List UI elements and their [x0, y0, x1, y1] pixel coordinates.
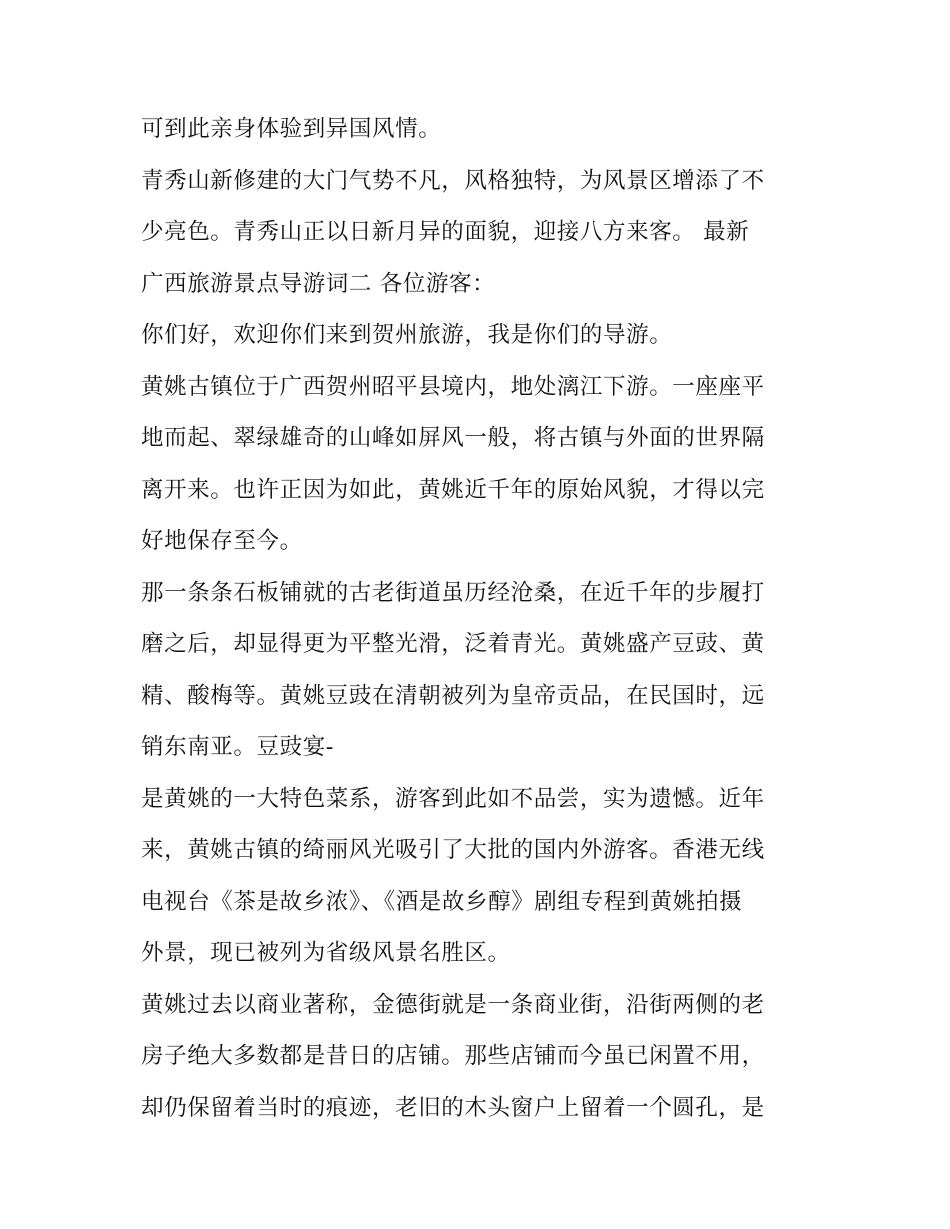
text-line: 却仍保留着当时的痕迹，老旧的木头窗户上留着一个圆孔，是 — [141, 1094, 765, 1121]
text-line: 离开来。也许正因为如此，黄姚近千年的原始风貌，才得以完 — [141, 476, 765, 503]
text-line: 可到此亲身体验到异国风情。 — [141, 116, 442, 142]
text-line: 广西旅游景点导游词二 各位游客： — [141, 270, 496, 297]
text-line: 来，黄姚古镇的绮丽风光吸引了大批的国内外游客。香港无线 — [141, 837, 765, 863]
body-text — [141, 104, 816, 1134]
text-line: 那一条条石板铺就的古老街道虽历经沧桑，在近千年的步履打 — [141, 579, 765, 606]
text-line: 销东南亚。豆豉宴- — [141, 734, 335, 760]
text-line: 好地保存至今。 — [141, 528, 303, 554]
text-line: 青秀山新修建的大门气势不凡，风格独特，为风景区增添了不 — [141, 167, 765, 194]
text-line: 黄姚古镇位于广西贺州昭平县境内，地处漓江下游。一座座平 — [141, 373, 765, 400]
text-line: 少亮色。青秀山正以日新月异的面貌，迎接八方来客。 最新 — [141, 219, 750, 245]
text-line: 地而起、翠绿雄奇的山峰如屏风一般，将古镇与外面的世界隔 — [141, 425, 765, 451]
text-line: 电视台《茶是故乡浓》、《酒是故乡醇》剧组专程到黄姚拍摄 — [141, 888, 743, 915]
text-line: 磨之后，却显得更为平整光滑，泛着青光。黄姚盛产豆豉、黄 — [141, 631, 765, 657]
text-line: 房子绝大多数都是昔日的店铺。那些店铺而今虽已闲置不用， — [141, 1043, 765, 1069]
text-line: 外景，现已被列为省级风景名胜区。 — [141, 940, 511, 966]
text-line: 你们好，欢迎你们来到贺州旅游，我是你们的导游。 — [141, 322, 673, 348]
text-line: 是黄姚的一大特色菜系，游客到此如不品尝，实为遗憾。近年 — [141, 785, 765, 812]
text-line: 精、酸梅等。黄姚豆豉在清朝被列为皇帝贡品，在民国时，远 — [141, 682, 765, 709]
text-line: 黄姚过去以商业著称，金德街就是一条商业街，沿街两侧的老 — [141, 991, 765, 1018]
